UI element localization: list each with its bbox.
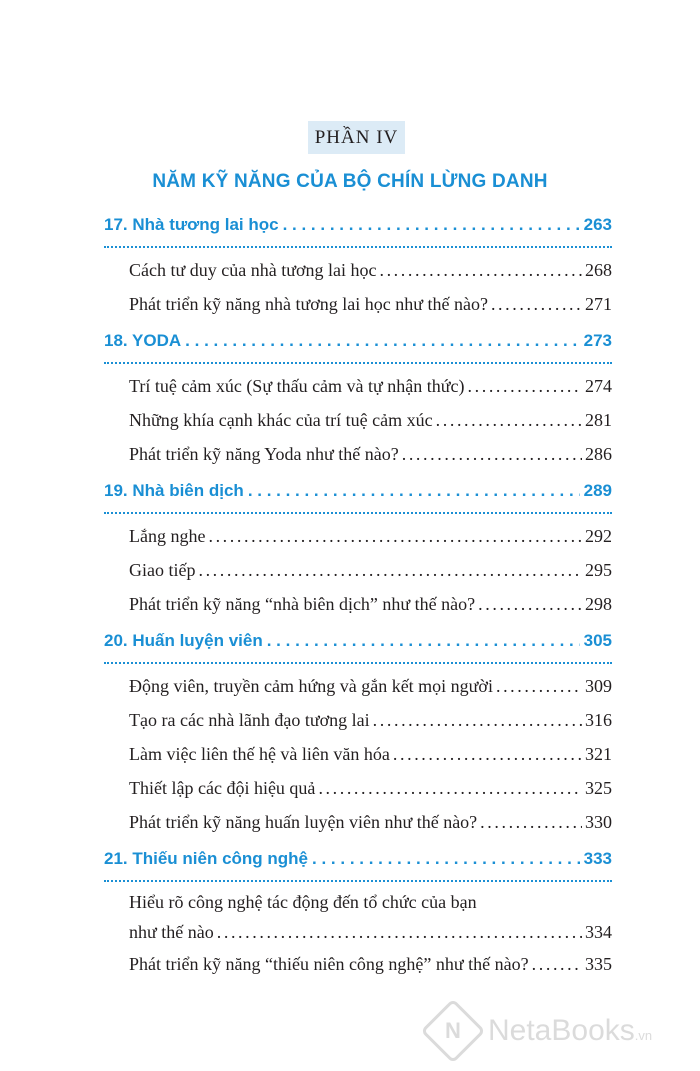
chapter-divider: [104, 362, 612, 364]
toc-entry[interactable]: [104, 669, 612, 703]
entry-title: Trí tuệ cảm xúc (Sự thấu cảm và tự nhận thức): [129, 376, 465, 396]
dot-leader: [312, 849, 580, 869]
chapter-divider: [104, 512, 612, 514]
toc-entry[interactable]: [104, 437, 612, 471]
entry-title: Giao tiếp: [129, 560, 196, 580]
dot-leader: [393, 737, 582, 771]
toc-entry[interactable]: [104, 369, 612, 403]
entry-title: Những khía cạnh khác của trí tuệ cảm xúc: [129, 410, 433, 430]
dot-leader: [532, 947, 582, 981]
brand-name: [488, 1014, 652, 1048]
dot-leader: [198, 553, 582, 587]
dot-leader: [491, 287, 582, 321]
dot-leader: [478, 587, 582, 621]
brand-suffix: .vn: [634, 1028, 653, 1043]
chapter-heading[interactable]: [104, 331, 612, 353]
toc-entry[interactable]: [104, 771, 612, 805]
chapter-heading[interactable]: [104, 631, 612, 653]
toc-entry[interactable]: [104, 553, 612, 587]
entry-title: Phát triển kỹ năng “thiếu niên công nghệ” như thế nào?: [129, 954, 529, 974]
table-of-contents: [104, 210, 612, 981]
chapter-page: 273: [583, 331, 612, 350]
entry-page: 298: [585, 594, 612, 614]
entry-page: 295: [585, 560, 612, 580]
dot-leader: [283, 215, 580, 235]
entry-title: Lắng nghe: [129, 526, 206, 546]
chapter-divider: [104, 246, 612, 248]
entry-page: 321: [585, 744, 612, 764]
toc-entry[interactable]: [104, 403, 612, 437]
chapter-page: 289: [583, 481, 612, 500]
dot-leader: [217, 917, 582, 947]
entry-title: Phát triển kỹ năng Yoda như thế nào?: [129, 444, 399, 464]
dot-leader: [185, 331, 579, 351]
chapter-page: 263: [583, 215, 612, 234]
brand-logo-icon: [420, 998, 485, 1063]
chapter-page: 333: [583, 849, 612, 868]
entry-title: Thiết lập các đội hiệu quả: [129, 778, 316, 798]
logo-letter: N: [445, 1018, 461, 1043]
brand-text: NetaBooks: [488, 1014, 635, 1047]
chapter-title: 21. Thiếu niên công nghệ: [104, 849, 309, 868]
entry-title-continued: như thế nào: [129, 922, 214, 942]
dot-leader: [379, 253, 582, 287]
toc-entry[interactable]: [104, 703, 612, 737]
chapter-title: 19. Nhà biên dịch: [104, 481, 244, 500]
watermark-logo: [430, 1008, 652, 1054]
entry-page: 271: [585, 294, 612, 314]
entry-page: 281: [585, 410, 612, 430]
chapter-title: 18. YODA: [104, 331, 182, 350]
toc-entry[interactable]: [104, 887, 612, 947]
chapter-title: 17. Nhà tương lai học: [104, 215, 279, 234]
entry-page: 268: [585, 260, 612, 280]
entry-title: Làm việc liên thế hệ và liên văn hóa: [129, 744, 390, 764]
entry-page: 325: [585, 778, 612, 798]
entry-page: 330: [585, 812, 612, 832]
dot-leader: [436, 403, 582, 437]
chapter-page: 305: [583, 631, 612, 650]
dot-leader: [402, 437, 582, 471]
entry-title: Động viên, truyền cảm hứng và gắn kết mọi người: [129, 676, 493, 696]
dot-leader: [373, 703, 582, 737]
chapter-heading[interactable]: [104, 849, 612, 871]
entry-page: 335: [585, 954, 612, 974]
toc-entry[interactable]: [104, 287, 612, 321]
chapter-divider: [104, 880, 612, 882]
entry-title: Phát triển kỹ năng “nhà biên dịch” như thế nào?: [129, 594, 476, 614]
dot-leader: [496, 669, 582, 703]
dot-leader: [267, 631, 580, 651]
dot-leader: [208, 519, 582, 553]
entry-title: Hiểu rõ công nghệ tác động đến tổ chức của bạn: [129, 892, 477, 912]
entry-page: 309: [585, 676, 612, 696]
toc-entry[interactable]: [104, 587, 612, 621]
entry-title: Cách tư duy của nhà tương lai học: [129, 260, 377, 280]
entry-page: 286: [585, 444, 612, 464]
toc-entry[interactable]: [104, 947, 612, 981]
entry-page: 292: [585, 526, 612, 546]
entry-title: Tạo ra các nhà lãnh đạo tương lai: [129, 710, 370, 730]
chapter-title: 20. Huấn luyện viên: [104, 631, 263, 650]
part-title: NĂM KỸ NĂNG CỦA BỘ CHÍN LỪNG DANH: [152, 171, 548, 192]
entry-title: Phát triển kỹ năng huấn luyện viên như thế nào?: [129, 812, 478, 832]
dot-leader: [318, 771, 582, 805]
entry-page: 316: [585, 710, 612, 730]
entry-page: 274: [585, 376, 612, 396]
toc-entry[interactable]: [104, 519, 612, 553]
entry-title: Phát triển kỹ năng nhà tương lai học như thế nào?: [129, 294, 488, 314]
chapter-heading[interactable]: [104, 481, 612, 503]
toc-entry[interactable]: [104, 805, 612, 839]
entry-page: 334: [585, 922, 612, 942]
dot-leader: [248, 481, 580, 501]
part-label: PHẦN IV: [308, 121, 405, 154]
dot-leader: [468, 369, 582, 403]
chapter-divider: [104, 662, 612, 664]
toc-entry[interactable]: [104, 737, 612, 771]
dot-leader: [480, 805, 582, 839]
chapter-heading[interactable]: [104, 215, 612, 237]
toc-entry[interactable]: [104, 253, 612, 287]
